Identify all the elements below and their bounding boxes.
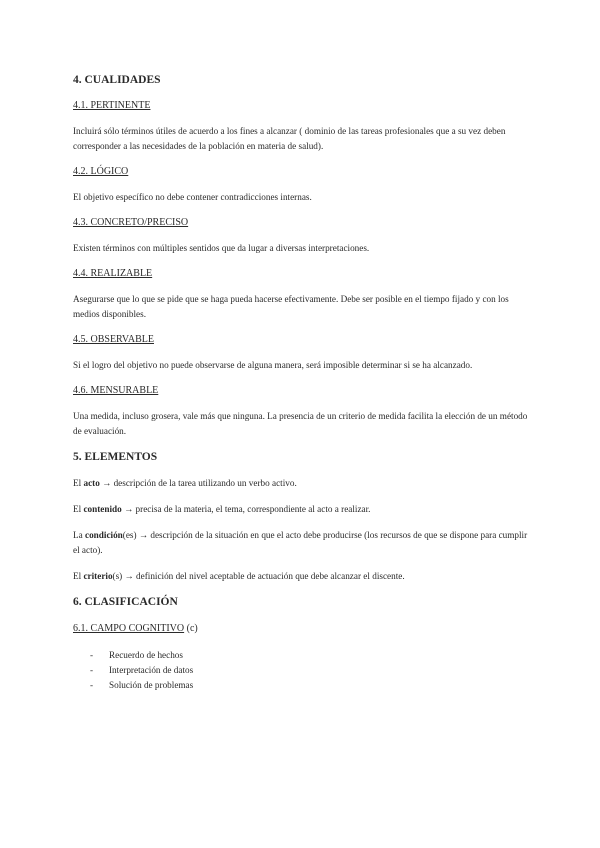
document-content: [73, 73, 528, 693]
element-term: criterio: [83, 571, 113, 581]
quality-title: 4.3. CONCRETO/PRECISO: [73, 217, 189, 228]
element-prefix: El: [73, 504, 84, 514]
element-prefix: El: [73, 478, 84, 488]
section-heading-cualidades: 4. CUALIDADES: [73, 74, 161, 86]
subsection-suffix: (c): [184, 623, 198, 634]
quality-text: Incluirá sólo términos útiles de acuerdo a los fines a alcanzar ( dominio de las tareas profesionales que a su vez deben corresponder a las necesidades de la población en materia de salud).: [73, 126, 506, 151]
element-term: condición: [85, 530, 123, 540]
element-desc: → descripción de la tarea utilizando un verbo activo.: [99, 478, 297, 488]
element-line: [73, 569, 528, 584]
quality-title: 4.6. MENSURABLE: [73, 385, 159, 396]
quality-title: 4.2. LÓGICO: [73, 166, 129, 177]
quality-text: El objetivo específico no debe contener contradicciones internas.: [73, 192, 312, 202]
section-heading-elementos: 5. ELEMENTOS: [73, 451, 158, 463]
element-suffix: (es): [122, 530, 137, 540]
element-term: acto: [83, 478, 100, 488]
element-term: contenido: [83, 504, 122, 514]
subsection-campo-cognitivo: [73, 621, 528, 636]
element-desc: → definición del nivel aceptable de actuación que debe alcanzar el discente.: [122, 571, 405, 581]
section-heading-clasificacion: 6. CLASIFICACIÓN: [73, 596, 178, 608]
subsection-title: 6.1. CAMPO COGNITIVO: [73, 623, 185, 634]
quality-text: Una medida, incluso grosera, vale más que ninguna. La presencia de un criterio de medida facilita la elección de un método de evaluación.: [73, 411, 528, 436]
dash-marker: -: [90, 680, 94, 690]
list-item: [73, 678, 528, 693]
list-item-text: Solución de problemas: [109, 680, 194, 690]
quality-item: [73, 216, 528, 267]
dash-marker: -: [90, 650, 94, 660]
dash-marker: -: [90, 665, 94, 675]
quality-item: [73, 333, 528, 384]
element-line: [73, 476, 528, 491]
element-suffix: (s): [112, 571, 123, 581]
quality-item: [73, 267, 528, 333]
quality-text: Asegurarse que lo que se pide que se haga pueda hacerse efectivamente. Debe ser posible en el tiempo fijado y con los medios disponibles.: [73, 294, 509, 319]
element-desc: → precisa de la materia, el tema, correspondiente al acto a realizar.: [121, 504, 371, 514]
list-item: [73, 663, 528, 678]
list-item: [73, 648, 528, 663]
cognitive-list: [73, 648, 528, 693]
element-prefix: La: [73, 530, 85, 540]
element-line: [73, 502, 528, 517]
quality-item: [73, 165, 528, 216]
quality-text: Existen términos con múltiples sentidos que da lugar a diversas interpretaciones.: [73, 243, 370, 253]
quality-title: 4.4. REALIZABLE: [73, 268, 153, 279]
quality-text: Si el logro del objetivo no puede observarse de alguna manera, será imposible determinar si se ha alcanzado.: [73, 360, 473, 370]
element-desc: → descripción de la situación en que el acto debe producirse (los recursos de que se dispone para cumplir el acto).: [73, 530, 528, 555]
list-item-text: Interpretación de datos: [109, 665, 194, 675]
quality-item: [73, 99, 528, 165]
list-item-text: Recuerdo de hechos: [109, 650, 183, 660]
quality-title: 4.1. PERTINENTE: [73, 100, 151, 111]
element-prefix: El: [73, 571, 84, 581]
element-line: [73, 528, 528, 558]
quality-title: 4.5. OBSERVABLE: [73, 334, 154, 345]
quality-item: [73, 384, 528, 450]
